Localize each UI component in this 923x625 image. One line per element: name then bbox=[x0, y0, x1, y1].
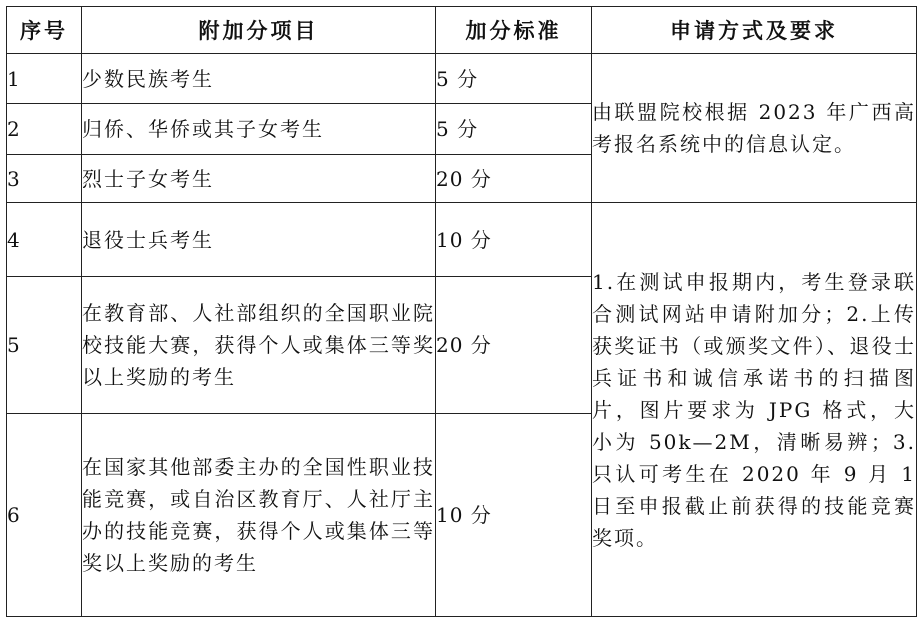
row-item: 烈士子女考生 bbox=[82, 155, 436, 203]
row-item: 归侨、华侨或其子女考生 bbox=[82, 104, 436, 155]
row-score: 10 分 bbox=[436, 203, 592, 277]
row-index: 5 bbox=[7, 277, 82, 414]
table-row bbox=[7, 203, 917, 277]
header-index: 序号 bbox=[7, 7, 82, 54]
row-index: 2 bbox=[7, 104, 82, 155]
row-score: 10 分 bbox=[436, 414, 592, 617]
bonus-points-table bbox=[6, 6, 917, 617]
table-row bbox=[7, 54, 917, 104]
header-score: 加分标准 bbox=[436, 7, 592, 54]
row-index: 1 bbox=[7, 54, 82, 104]
method-group-a: 由联盟院校根据 2023 年广西高考报名系统中的信息认定。 bbox=[592, 54, 917, 203]
row-score: 20 分 bbox=[436, 155, 592, 203]
row-score: 20 分 bbox=[436, 277, 592, 414]
method-group-b: 1.在测试申报期内，考生登录联合测试网站申请附加分；2.上传获奖证书（或颁奖文件）、退役士兵证书和诚信承诺书的扫描图片，图片要求为 JPG 格式，大小为 50k—2M，清晰易辨；3.只认可考生在 2020 年 9 月 1 日至申报截止前获得的技能竞赛奖项。 bbox=[592, 203, 917, 617]
row-item: 在国家其他部委主办的全国性职业技能竞赛，或自治区教育厅、人社厅主办的技能竞赛，获得个人或集体三等奖以上奖励的考生 bbox=[82, 414, 436, 617]
row-item: 退役士兵考生 bbox=[82, 203, 436, 277]
row-index: 4 bbox=[7, 203, 82, 277]
row-index: 6 bbox=[7, 414, 82, 617]
row-item: 在教育部、人社部组织的全国职业院校技能大赛，获得个人或集体三等奖以上奖励的考生 bbox=[82, 277, 436, 414]
header-item: 附加分项目 bbox=[82, 7, 436, 54]
row-index: 3 bbox=[7, 155, 82, 203]
row-item: 少数民族考生 bbox=[82, 54, 436, 104]
table-header-row bbox=[7, 7, 917, 54]
header-method: 申请方式及要求 bbox=[592, 7, 917, 54]
row-score: 5 分 bbox=[436, 54, 592, 104]
row-score: 5 分 bbox=[436, 104, 592, 155]
